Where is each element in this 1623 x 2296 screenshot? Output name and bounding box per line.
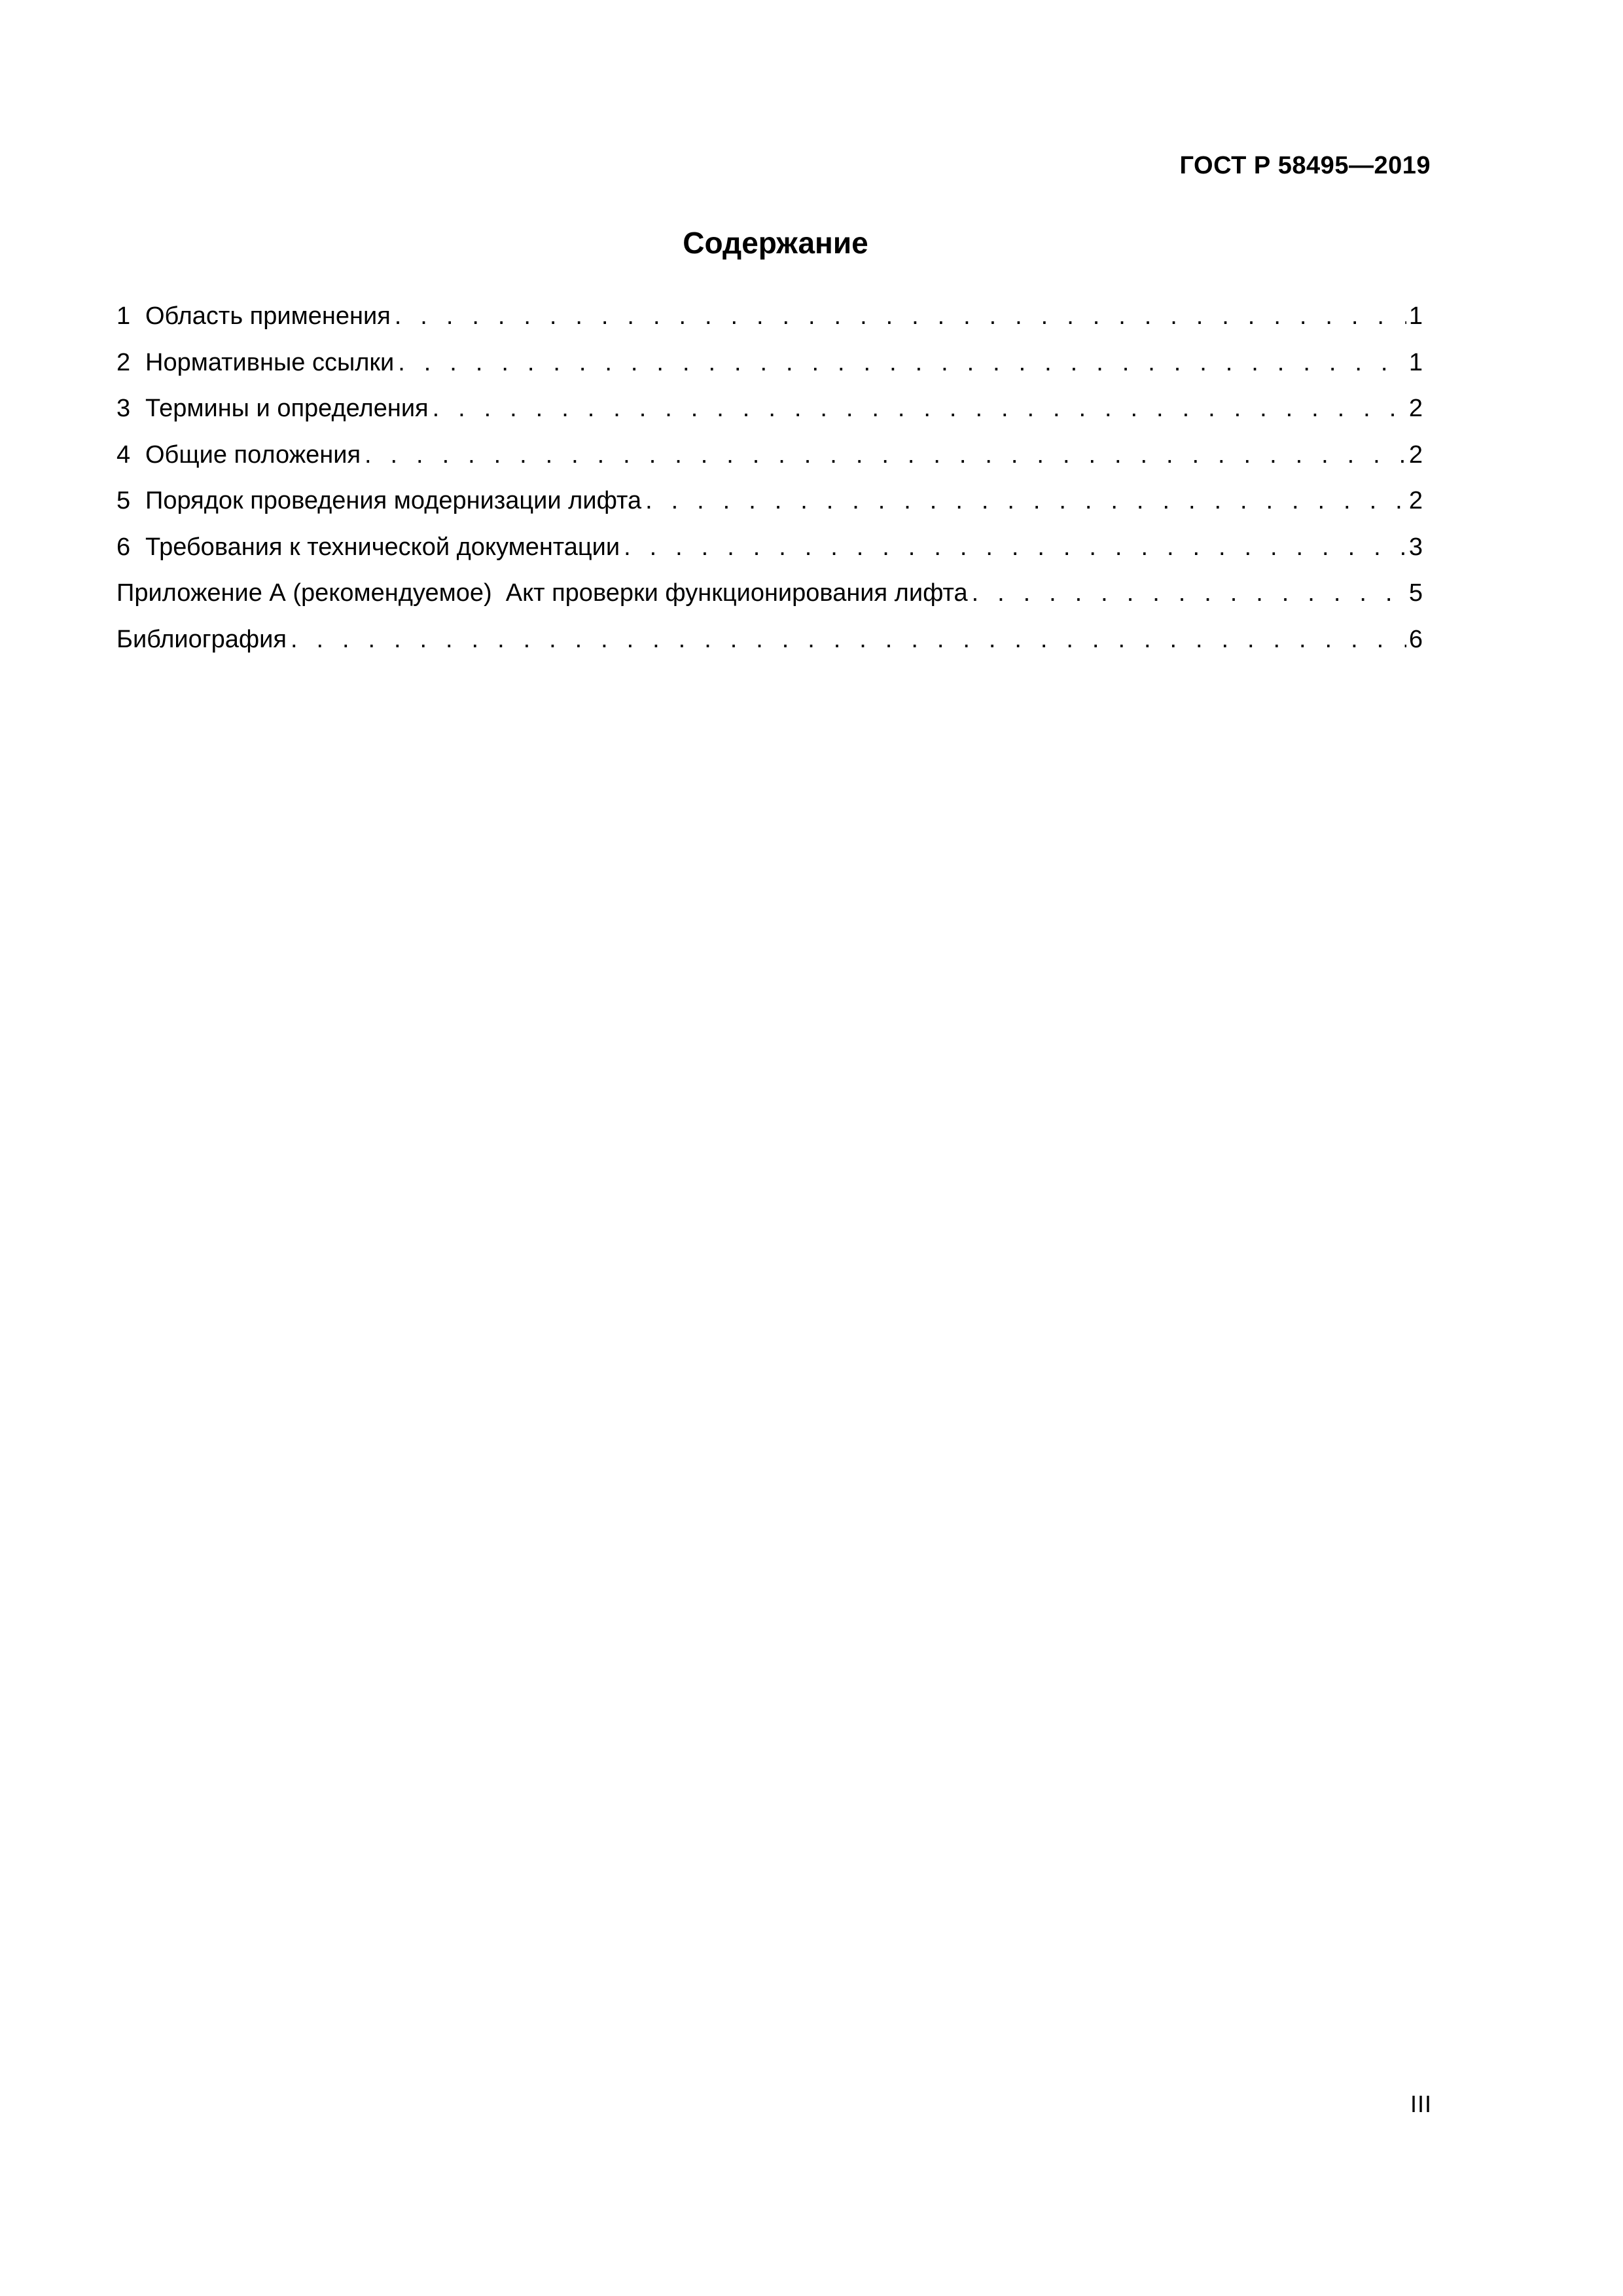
- toc-item-label: [116, 348, 398, 378]
- toc-item-number: 1: [116, 302, 131, 330]
- toc-item-appendix-a[interactable]: [116, 578, 1423, 624]
- toc-item-label: [116, 393, 433, 423]
- toc-item-page: 3: [1408, 533, 1423, 561]
- toc-dot-leader: [624, 532, 1406, 562]
- toc-item-terms[interactable]: [116, 393, 1423, 440]
- toc-item-number: 3: [116, 395, 131, 422]
- toc-item-page: 2: [1408, 487, 1423, 514]
- toc-dot-leader: [433, 393, 1406, 423]
- page-number: III: [1410, 2090, 1432, 2117]
- toc-item-text: Нормативные ссылки: [145, 348, 395, 376]
- toc-item-page: 6: [1408, 625, 1423, 653]
- toc-item-bibliography[interactable]: [116, 624, 1423, 671]
- toc-item-page: 1: [1408, 302, 1423, 330]
- document-code: ГОСТ Р 58495—2019: [1179, 152, 1431, 179]
- toc-item-number: 4: [116, 440, 131, 469]
- toc-dot-leader: [398, 348, 1406, 378]
- toc-item-page: 2: [1408, 440, 1423, 469]
- toc-dot-leader: [395, 301, 1406, 331]
- toc-item-label: [116, 486, 645, 516]
- toc-item-text: Общие положения: [145, 440, 361, 469]
- toc-item-page: 5: [1408, 579, 1423, 607]
- toc-item-number: 6: [116, 533, 131, 561]
- toc-item-text: Порядок проведения модернизации лифта: [145, 487, 642, 514]
- toc-title: Содержание: [683, 226, 868, 260]
- toc-item-general[interactable]: [116, 440, 1423, 486]
- toc-item-text: Область применения: [145, 302, 391, 330]
- toc-item-label: [116, 301, 395, 331]
- toc-item-normative-references[interactable]: [116, 348, 1423, 394]
- toc-dot-leader: [365, 440, 1406, 470]
- toc-dot-leader: [645, 486, 1406, 516]
- toc-item-label: [116, 624, 291, 655]
- toc-item-number: 2: [116, 348, 131, 376]
- toc-item-page: 1: [1408, 348, 1423, 376]
- toc-item-text: Библиография: [116, 625, 287, 653]
- toc-dot-leader: [291, 624, 1406, 655]
- toc-item-documentation-requirements[interactable]: [116, 532, 1423, 579]
- toc-item-page: 2: [1408, 395, 1423, 422]
- toc-item-modernization-procedure[interactable]: [116, 486, 1423, 532]
- toc-item-number: 5: [116, 487, 131, 514]
- toc-item-scope[interactable]: [116, 301, 1423, 348]
- table-of-contents: [116, 301, 1423, 670]
- toc-item-label: [116, 440, 365, 470]
- toc-item-text: Требования к технической документации: [145, 533, 620, 561]
- toc-item-label: [116, 532, 624, 562]
- toc-item-text: Приложение А (рекомендуемое) Акт проверки функционирования лифта: [116, 579, 968, 607]
- toc-item-text: Термины и определения: [145, 395, 429, 422]
- toc-dot-leader: [972, 578, 1406, 608]
- toc-item-label: [116, 578, 972, 608]
